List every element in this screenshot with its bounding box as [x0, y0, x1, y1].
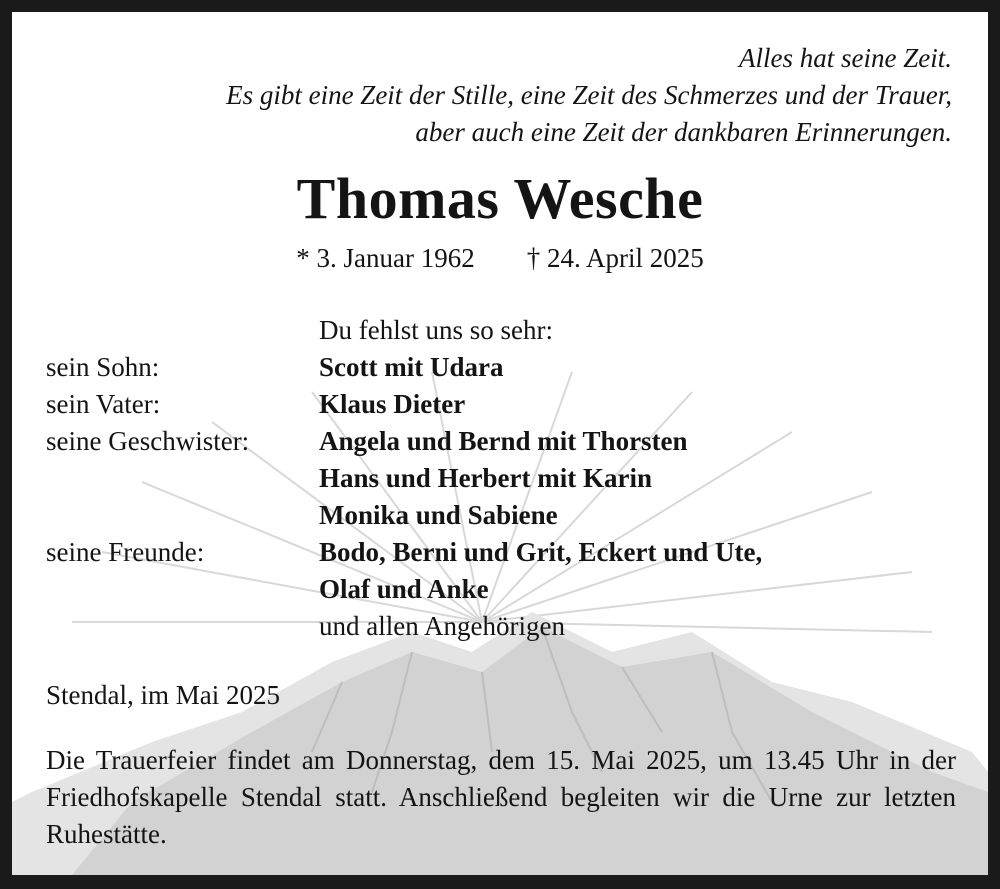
motto-line: Es gibt eine Zeit der Stille, eine Zeit des Schmerzes und der Trauer, [226, 80, 952, 110]
father-name: Klaus Dieter [319, 389, 466, 419]
siblings-label: seine Geschwister: [46, 426, 250, 456]
father-label: sein Vater: [46, 389, 161, 419]
deceased-name: Thomas Wesche [296, 166, 704, 231]
sibling-name: Angela und Bernd mit Thorsten [319, 426, 688, 456]
friend-names: Olaf und Anke [319, 574, 489, 604]
place-date: Stendal, im Mai 2025 [46, 680, 280, 710]
funeral-notice: Die Trauerfeier findet am Donnerstag, dem 15. Mai 2025, um 13.45 Uhr in der Friedhofskapelle Stendal statt. Anschließend begleiten wir die Urne zur letzten Ruhestätte. [46, 745, 956, 849]
obituary-card [12, 12, 988, 875]
birth-date: * 3. Januar 1962 [296, 243, 475, 273]
mourners-intro: Du fehlst uns so sehr: [319, 315, 553, 345]
motto-verse [22, 40, 952, 151]
sibling-name: Hans und Herbert mit Karin [319, 463, 653, 493]
friend-names: Bodo, Berni und Grit, Eckert und Ute, [319, 537, 763, 567]
son-name: Scott mit Udara [319, 352, 504, 382]
motto-line: aber auch eine Zeit der dankbaren Erinnerungen. [415, 117, 952, 147]
motto-line: Alles hat seine Zeit. [739, 43, 952, 73]
life-dates [12, 240, 988, 276]
friends-label: seine Freunde: [46, 537, 205, 567]
sibling-name: Monika und Sabiene [319, 500, 558, 530]
death-date: † 24. April 2025 [526, 243, 704, 273]
relatives: und allen Angehörigen [319, 611, 565, 641]
son-label: sein Sohn: [46, 352, 160, 382]
